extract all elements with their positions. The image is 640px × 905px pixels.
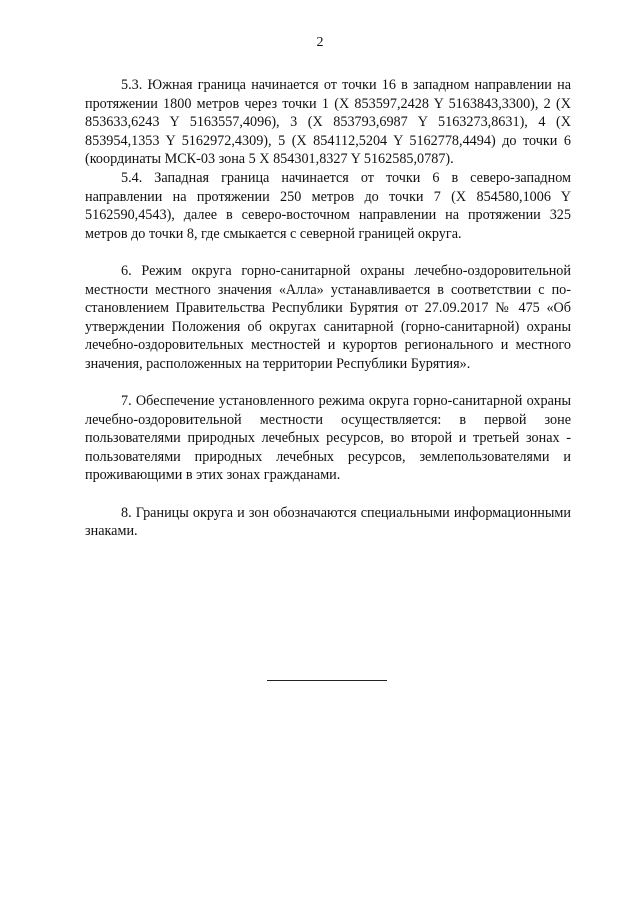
end-of-document-rule [267, 680, 387, 681]
paragraph-5-3: 5.3. Южная граница начинается от точки 16 в западном направлении на протяжении 1800 метров через точки 1 (X 853597,2428 Y 5163843,3300), 2 (X 853633,6243 Y 5163557,4096), 3 (X 853793,6987 Y 5163273,8631), 4 (X 853954,1353 Y 5162972,4309), 5 (X 854112,5204 Y 5162778,4494) до точки 6 (координаты МСК-03 зона 5 X 854301,8327 Y 5162585,0787). [85, 77, 571, 168]
document-body [85, 76, 571, 541]
paragraph-6: 6. Режим округа горно-санитарной охраны лечебно-оздоровительной местности местного значения «Алла» устанавливается в соответствии с постановлением Правительства Республики Бурятия от 27.09.2017 № 475 «Об утверждении Положения об округах санитарной (горно-санитарной) охраны лечебно-оздоровительных местностей и курортов регионального и местного значения, расположенных на территории Республики Бурятия». [85, 262, 571, 372]
paragraph-spacer [85, 374, 571, 393]
paragraph-spacer [85, 485, 571, 504]
page-number: 2 [316, 35, 324, 50]
paragraph-spacer [85, 243, 571, 262]
paragraph-8: 8. Границы округа и зон обозначаются специальными информационными знаками. [85, 504, 571, 540]
paragraph-5-4: 5.4. Западная граница начинается от точки 6 в северо-западном направлении на протяжении 250 метров до точки 7 (X 854580,1006 Y 5162590,4543), далее в северо-восточном направлении на протяжении 325 метров до точки 8, где смыкается с северной границей округа. [85, 169, 571, 242]
paragraph-7: 7. Обеспечение установленного режима округа горно-санитарной охраны лечебно-оздоровительной местности осуществляется: в первой зоне пользователями природных лечебных ресурсов, во второй и третьей зонах - пользователями природных лечебных ресурсов, землепользователями и проживающими в этих зонах гражданами. [85, 393, 571, 484]
